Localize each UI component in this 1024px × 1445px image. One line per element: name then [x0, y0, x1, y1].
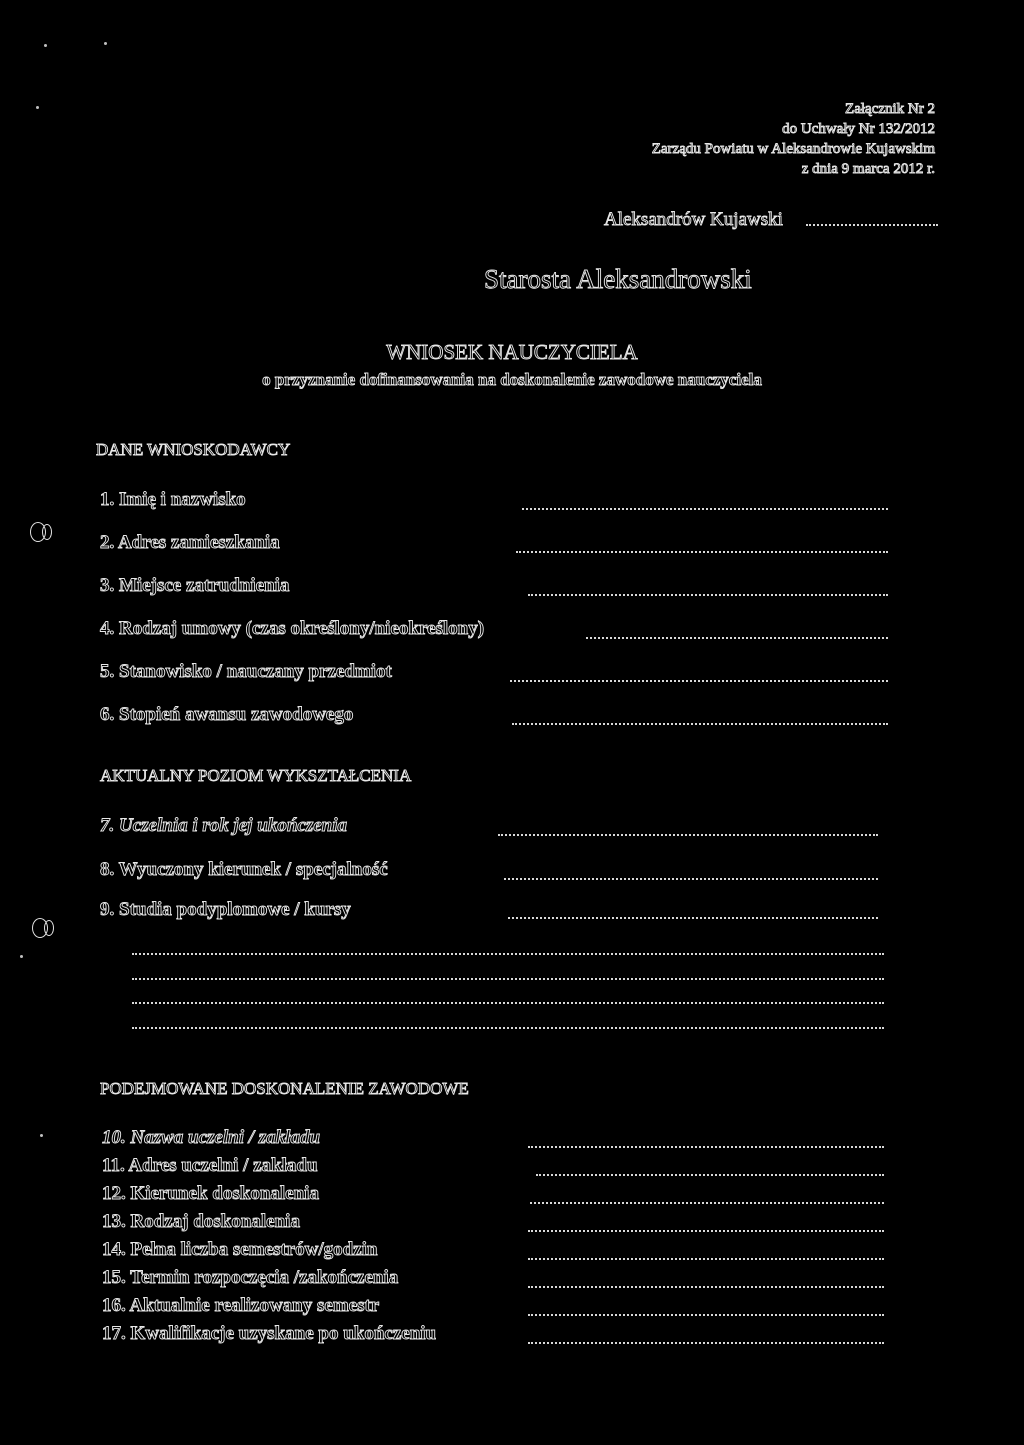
field-label-specialization: 8. Wyuczony kierunek / specjalność	[100, 859, 388, 880]
field-label-position: 5. Stanowisko / nauczany przedmiot	[100, 661, 392, 682]
addressee: Starosta Aleksandrowski	[484, 264, 752, 294]
place-label: Aleksandrów Kujawski	[604, 209, 783, 230]
field-line-direction[interactable]	[530, 1202, 884, 1204]
field-label-current-semester: 16. Aktualnie realizowany semestr	[102, 1295, 380, 1316]
field-line-extra[interactable]	[132, 1002, 884, 1004]
field-line-promotion[interactable]	[512, 723, 888, 725]
field-label-postgraduate: 9. Studia podyplomowe / kursy	[100, 899, 351, 920]
field-line-extra[interactable]	[132, 978, 884, 980]
place-date-dots	[806, 224, 938, 226]
field-line-specialization[interactable]	[504, 878, 878, 880]
field-label-name: 1. Imię i nazwisko	[100, 489, 246, 510]
field-line-extra[interactable]	[132, 1027, 884, 1029]
field-line-name[interactable]	[522, 508, 888, 510]
page-title: WNIOSEK NAUCZYCIELA	[386, 340, 638, 364]
field-line-contract[interactable]	[586, 637, 888, 639]
field-label-workplace: 3. Miejsce zatrudnienia	[100, 575, 290, 596]
scan-speck	[44, 44, 47, 47]
field-line-dates[interactable]	[528, 1286, 884, 1288]
field-label-institution-address: 11. Adres uczelni / zakładu	[102, 1155, 318, 1176]
section-heading-training: PODEJMOWANE DOSKONALENIE ZAWODOWE	[100, 1079, 469, 1098]
scan-speck	[20, 955, 23, 958]
field-line-semesters[interactable]	[528, 1258, 884, 1260]
field-line-institution-address[interactable]	[536, 1174, 884, 1176]
field-line-position[interactable]	[510, 680, 888, 682]
field-label-training-type: 13. Rodzaj doskonalenia	[102, 1211, 300, 1232]
field-line-qualifications[interactable]	[528, 1342, 884, 1344]
field-line-current-semester[interactable]	[528, 1314, 884, 1316]
field-label-university: 7. Uczelnia i rok jej ukończenia	[100, 815, 348, 836]
field-line-training-type[interactable]	[528, 1230, 884, 1232]
field-label-institution: 10. Nazwa uczelni / zakładu	[102, 1127, 321, 1148]
field-line-postgraduate[interactable]	[508, 917, 878, 919]
field-label-address: 2. Adres zamieszkania	[100, 532, 280, 553]
field-label-direction: 12. Kierunek doskonalenia	[102, 1183, 319, 1204]
field-line-institution[interactable]	[528, 1146, 884, 1148]
field-line-workplace[interactable]	[528, 594, 888, 596]
scan-speck	[104, 42, 107, 45]
punch-hole-mark	[32, 918, 48, 938]
field-label-semesters: 14. Pełna liczba semestrów/godzin	[102, 1239, 378, 1260]
field-line-university[interactable]	[498, 834, 878, 836]
field-line-address[interactable]	[516, 551, 888, 553]
page-subtitle: o przyznanie dofinansowania na doskonalenie zawodowe nauczyciela	[262, 370, 762, 389]
section-heading-education: AKTUALNY POZIOM WYKSZTAŁCENIA	[100, 766, 412, 785]
scan-speck	[40, 1134, 43, 1137]
board-name: Zarządu Powiatu w Aleksandrowie Kujawskim	[651, 141, 935, 157]
resolution-date: z dnia 9 marca 2012 r.	[801, 161, 935, 177]
field-label-dates: 15. Termin rozpoczęcia /zakończenia	[102, 1267, 399, 1288]
field-line-extra[interactable]	[132, 953, 884, 955]
attachment-number: Załącznik Nr 2	[845, 101, 935, 117]
field-label-contract: 4. Rodzaj umowy (czas określony/nieokreślony)	[100, 618, 485, 639]
field-label-qualifications: 17. Kwalifikacje uzyskane po ukończeniu	[102, 1323, 437, 1344]
scan-speck	[36, 106, 39, 109]
section-heading-applicant: DANE WNIOSKODAWCY	[96, 440, 291, 459]
resolution-number: do Uchwały Nr 132/2012	[782, 121, 935, 137]
punch-hole-mark	[30, 522, 46, 542]
field-label-promotion: 6. Stopień awansu zawodowego	[100, 704, 354, 725]
